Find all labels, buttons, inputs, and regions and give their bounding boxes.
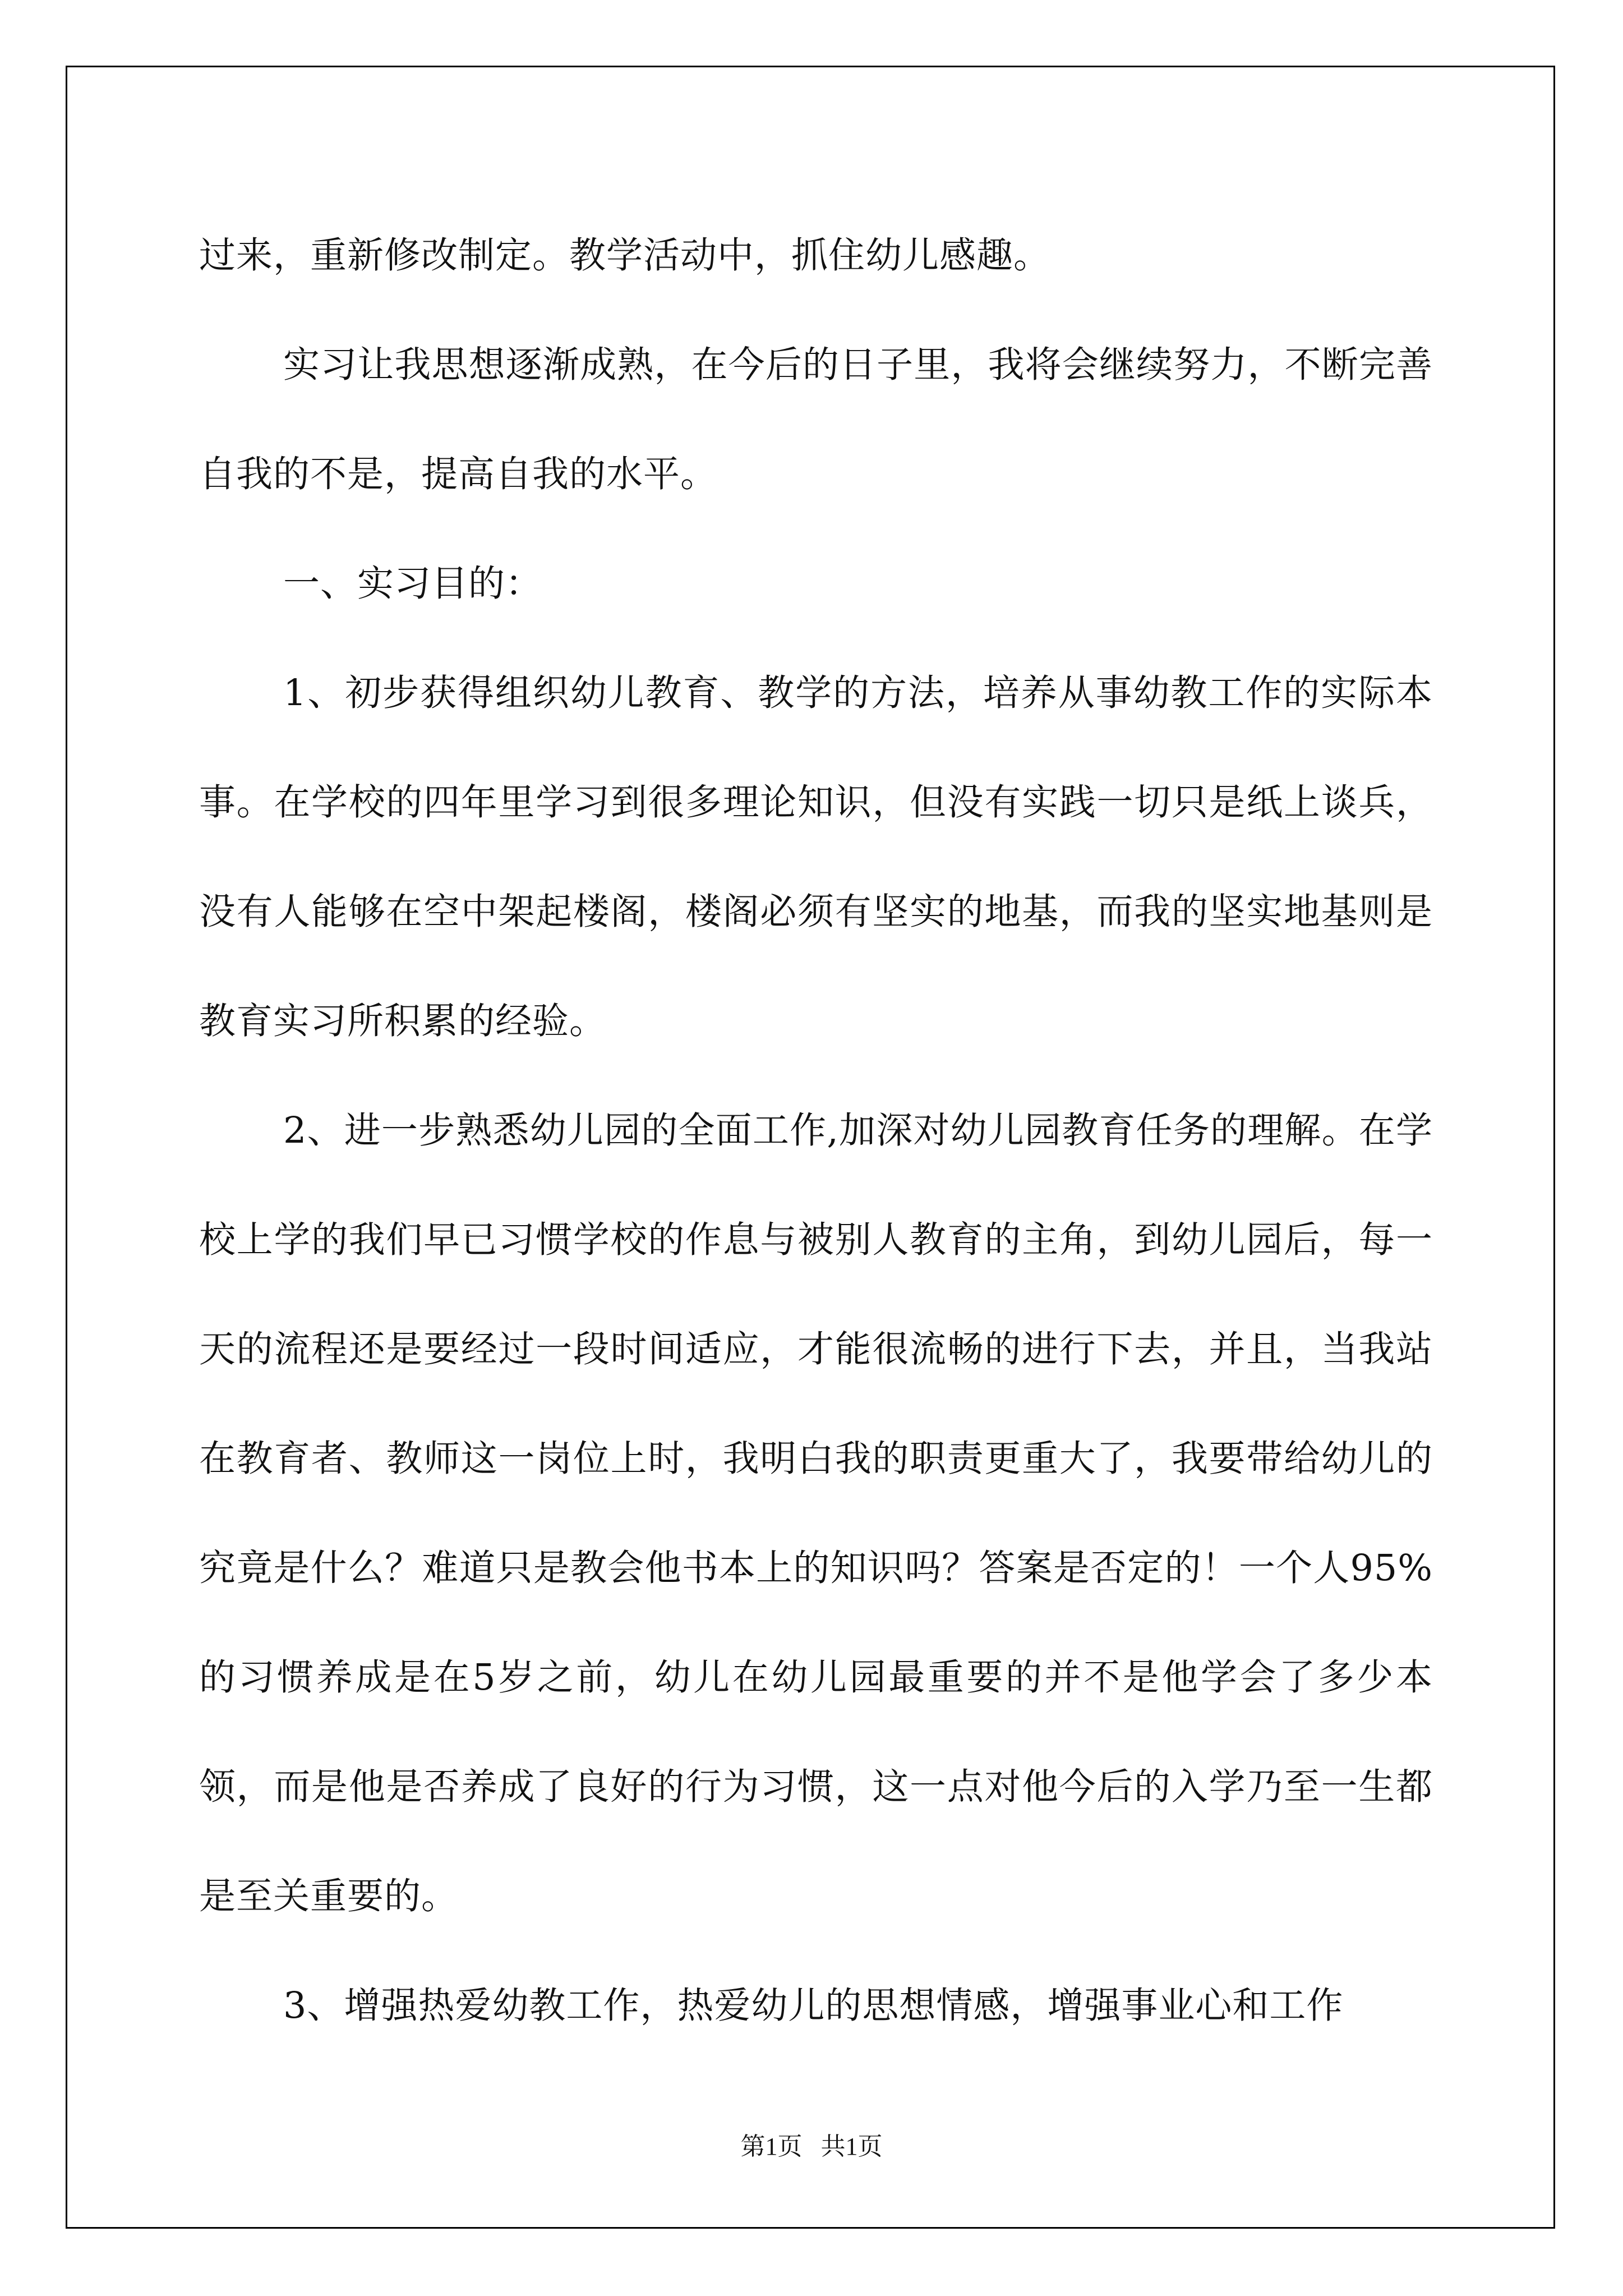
paragraph-continuation: 过来，重新修改制定。教学活动中，抓住幼儿感趣。 <box>199 234 1051 277</box>
document-body <box>199 201 1433 2060</box>
paragraph-summary: 实习让我思想逐渐成熟，在今后的日子里，我将会继续努力，不断完善自我的不是，提高自我的水平。 <box>199 344 1433 495</box>
section-heading-purpose: 一、实习目的： <box>283 563 543 605</box>
paragraph-item-2: 2、进一步熟悉幼儿园的全面工作,加深对幼儿园教育任务的理解。在学校上学的我们早已习惯学校的作息与被别人教育的主角，到幼儿园后，每一天的流程还是要经过一段时间适应，才能很流畅的进行下去，并且，当我站在教育者、教师这一岗位上时，我明白我的职责更重大了，我要带给幼儿的究竟是什么？难道只是教会他书本上的知识吗？答案是否定的！一个人95%的习惯养成是在5岁之前，幼儿在幼儿园最重要的并不是他学会了多少本领，而是他是否养成了良好的行为习惯，这一点对他今后的入学乃至一生都是至关重要的。 <box>199 1110 1433 1917</box>
page-number-footer: 第1页 共1页 <box>740 2133 883 2160</box>
paragraph-item-1: 1、初步获得组织幼儿教育、教学的方法，培养从事幼教工作的实际本事。在学校的四年里学习到很多理论知识，但没有实践一切只是纸上谈兵，没有人能够在空中架起楼阁，楼阁必须有坚实的地基，而我的坚实地基则是教育实习所积累的经验。 <box>199 672 1433 1042</box>
paragraph-item-3: 3、增强热爱幼教工作，热爱幼儿的思想情感，增强事业心和工作 <box>283 1985 1344 2027</box>
